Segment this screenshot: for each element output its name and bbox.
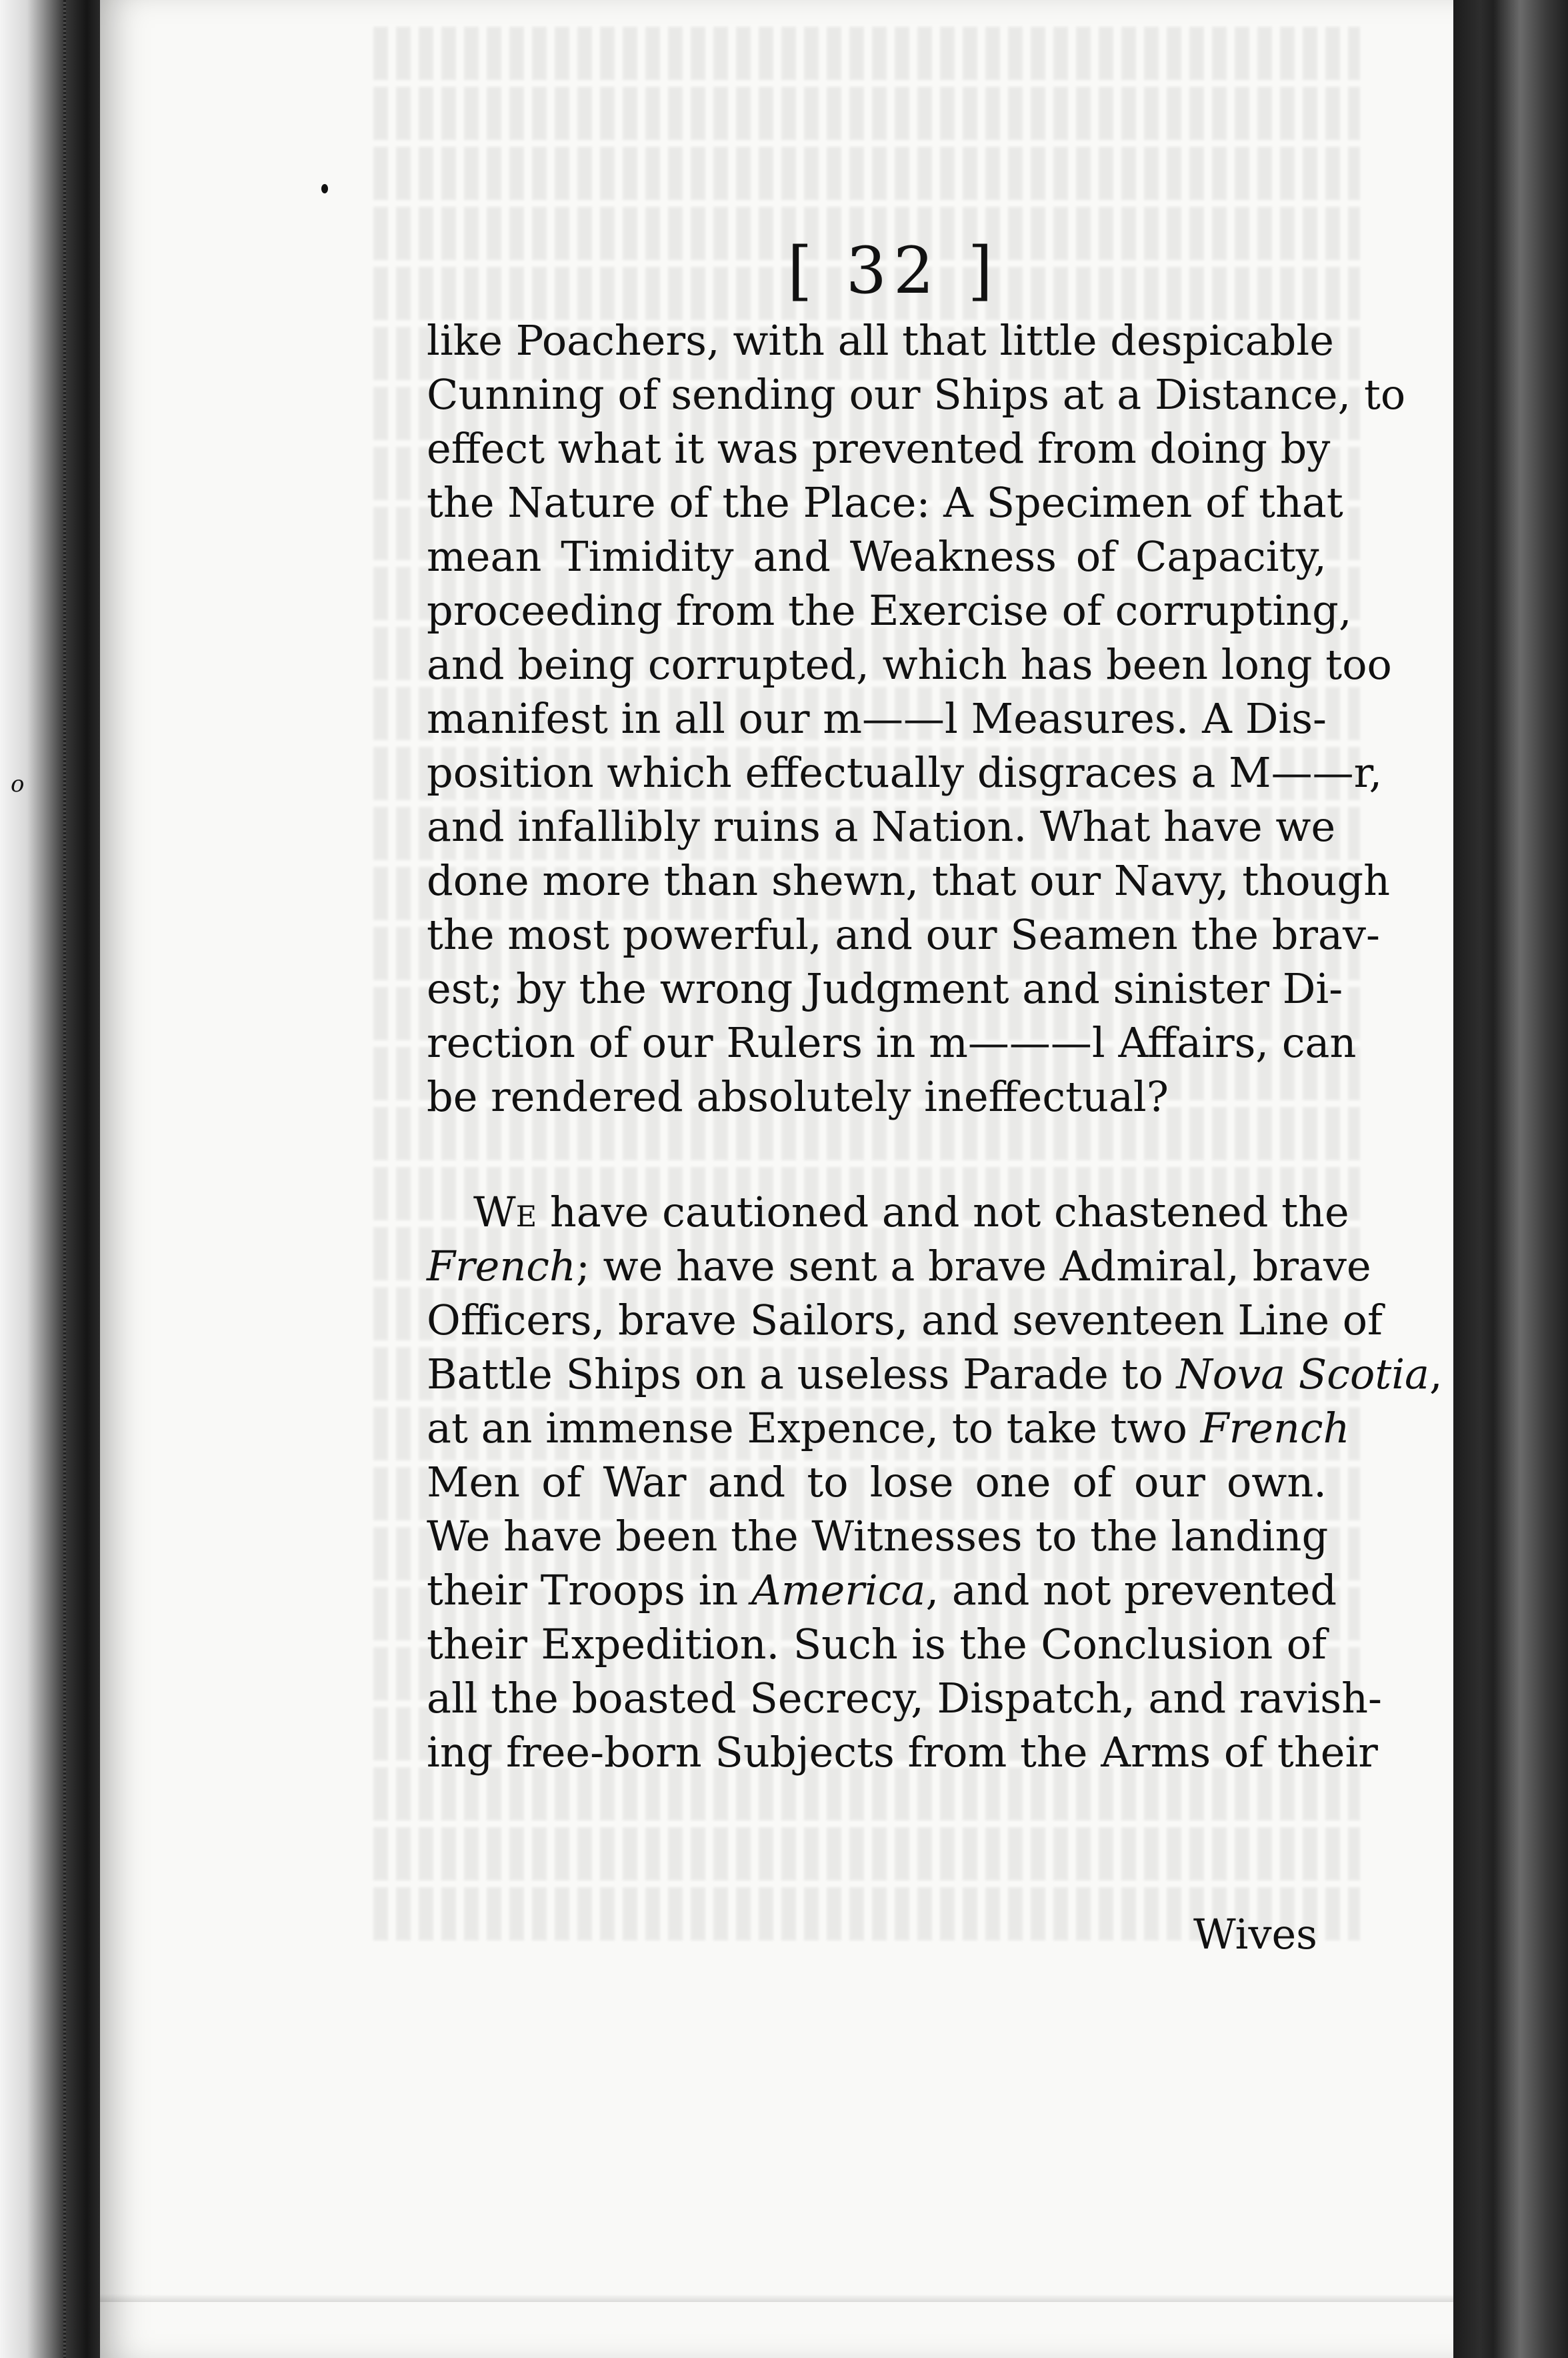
text-line: est; by the wrong Judgment and sinister Di-	[427, 964, 1343, 1013]
text-line-first	[427, 1185, 1349, 1239]
text-line: rection of our Rulers in m———l Affairs, can	[427, 1018, 1357, 1067]
text-line: their Expedition. Such is the Conclusion of	[427, 1620, 1327, 1668]
text-line: the most powerful, and our Seamen the brav-	[427, 910, 1380, 959]
text-line: Cunning of sending our Ships at a Distance, to	[427, 370, 1406, 419]
text-line: their Troops in America, and not prevented	[427, 1566, 1337, 1614]
paragraph-gap	[427, 1124, 1327, 1185]
text-line: all the boasted Secrecy, Dispatch, and ravish-	[427, 1674, 1382, 1722]
text-line: effect what it was prevented from doing by	[427, 424, 1331, 473]
page-stack-edge	[63, 0, 66, 2358]
text-line: Men of War and to lose one of our own.	[427, 1458, 1327, 1506]
text-line: position which effectually disgraces a M——r,	[427, 748, 1383, 797]
text-line: and being corrupted, which has been long too	[427, 640, 1392, 689]
text-line-rest: have cautioned and not chastened the	[537, 1188, 1349, 1236]
text-line: French; we have sent a brave Admiral, brave	[427, 1242, 1371, 1290]
text-line: proceeding from the Exercise of corrupting,	[427, 586, 1352, 635]
book-spine-right	[1453, 0, 1568, 2358]
text-line: like Poachers, with all that little despicable	[427, 316, 1334, 365]
text-line: manifest in all our m——l Measures. A Dis-	[427, 694, 1327, 743]
catchword: Wives	[1193, 1910, 1317, 1959]
page-number-heading: [ 32 ]	[787, 233, 1000, 308]
text-line: Officers, brave Sailors, and seventeen Line of	[427, 1296, 1383, 1344]
book-spine-left	[0, 0, 100, 2358]
text-line: the Nature of the Place: A Specimen of that	[427, 478, 1343, 527]
text-line: and infallibly ruins a Nation. What have we	[427, 802, 1336, 851]
body-text	[427, 313, 1430, 1779]
margin-mark: o	[11, 771, 25, 798]
ink-speck	[321, 184, 328, 193]
text-line: be rendered absolutely ineffectual?	[427, 1072, 1169, 1121]
text-line: ing free-born Subjects from the Arms of their	[427, 1728, 1378, 1777]
text-line: done more than shewn, that our Navy, though	[427, 856, 1391, 905]
text-line: mean Timidity and Weakness of Capacity,	[427, 532, 1327, 581]
drop-word: We	[473, 1188, 537, 1236]
text-line: at an immense Expence, to take two French	[427, 1404, 1350, 1452]
page-bottom-shadow	[100, 2294, 1460, 2302]
text-line: Battle Ships on a useless Parade to Nova Scotia	[427, 1350, 1430, 1398]
text-line: We have been the Witnesses to the landing	[427, 1512, 1329, 1560]
